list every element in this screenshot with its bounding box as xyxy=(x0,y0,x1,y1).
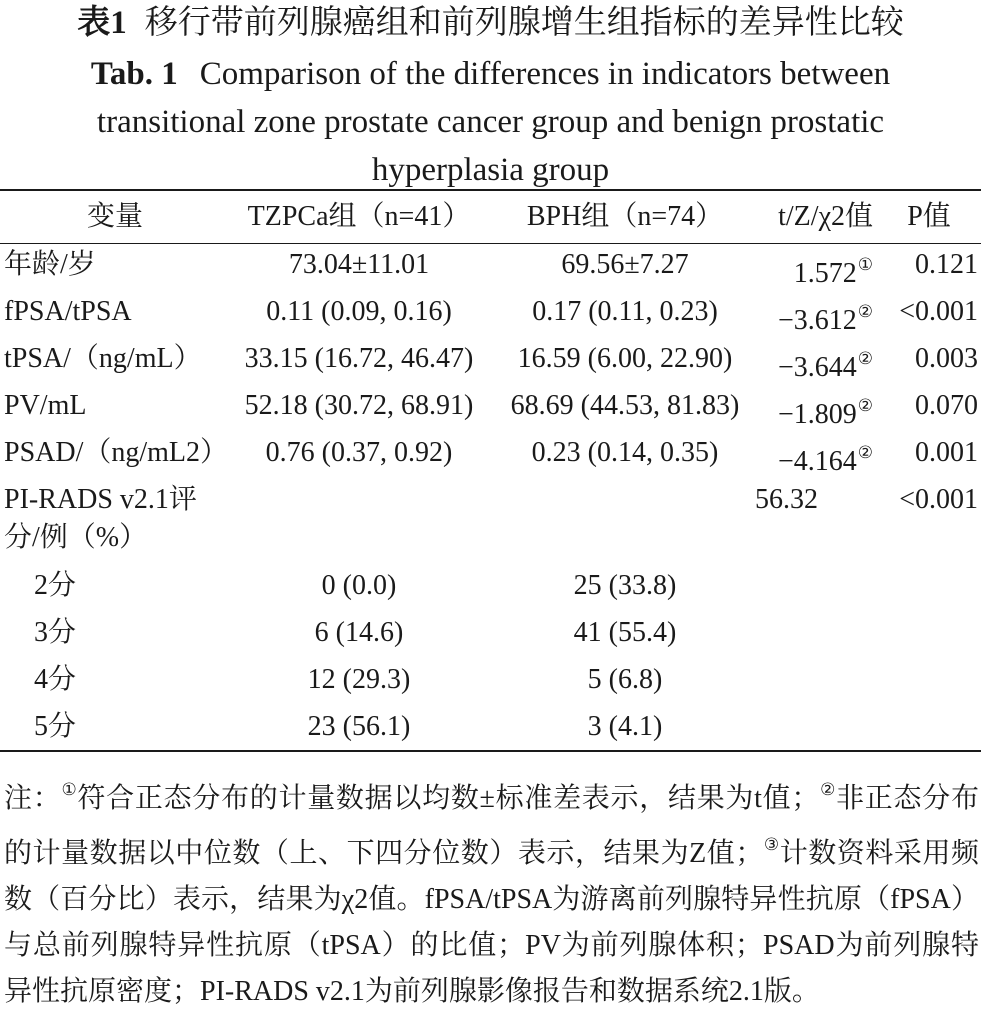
row-score2-bph: 25 (33.8) xyxy=(573,570,677,601)
row-score3-bph: 41 (55.4) xyxy=(573,617,677,648)
row-score4-bph: 5 (6.8) xyxy=(587,664,663,695)
row-tpsa-bph: 16.59 (6.00, 22.90) xyxy=(517,343,733,374)
row-fpsa-ratio-stat xyxy=(755,292,873,341)
row-psad-variable: PSAD/（ng/mL2） xyxy=(4,437,229,468)
table-title-cn xyxy=(0,2,981,44)
row-fpsa-ratio-stat-value: −3.612 xyxy=(777,305,857,336)
row-pv-stat-marker: ② xyxy=(857,396,873,415)
table-caption-cn: 移行带前列腺癌组和前列腺增生组指标的差异性比较 xyxy=(144,5,904,41)
row-score4-tzpca: 12 (29.3) xyxy=(307,664,411,695)
header-stat: t/Z/χ2值 xyxy=(778,201,873,232)
row-tpsa-tzpca: 33.15 (16.72, 46.47) xyxy=(244,343,474,374)
header-variable: 变量 xyxy=(86,201,143,232)
row-fpsa-ratio-stat-marker: ② xyxy=(857,302,873,321)
header-tzpca: TZPCa组（n=41） xyxy=(247,201,471,232)
row-age-stat xyxy=(755,245,873,294)
row-psad-stat xyxy=(755,433,873,482)
row-fpsa-ratio-variable: fPSA/tPSA xyxy=(4,296,132,327)
row-psad-p: 0.001 xyxy=(915,437,978,468)
row-fpsa-ratio-bph: 0.17 (0.11, 0.23) xyxy=(532,296,718,327)
row-tpsa-stat xyxy=(755,339,873,388)
row-score3-variable: 3分 xyxy=(34,617,77,648)
row-fpsa-ratio-tzpca: 0.11 (0.09, 0.16) xyxy=(266,296,452,327)
row-tpsa-variable: tPSA/（ng/mL） xyxy=(4,343,202,374)
row-pirads-variable-line2: 分/例（%） xyxy=(4,522,148,553)
notes-marker-1: ① xyxy=(61,780,78,799)
header-p: P值 xyxy=(907,201,951,232)
row-age-stat-value: 1.572 xyxy=(793,258,857,289)
row-score2-tzpca: 0 (0.0) xyxy=(321,570,397,601)
row-psad-stat-marker: ② xyxy=(857,443,873,462)
row-fpsa-ratio-p: <0.001 xyxy=(899,296,978,327)
row-pirads-p: <0.001 xyxy=(899,484,978,515)
notes-marker-3: ③ xyxy=(763,835,780,854)
notes-prefix: 注： xyxy=(4,783,62,814)
row-psad-bph: 0.23 (0.14, 0.35) xyxy=(531,437,719,468)
row-pv-stat xyxy=(755,386,873,435)
row-score2-variable: 2分 xyxy=(34,570,77,601)
row-age-bph: 69.56±7.27 xyxy=(561,249,689,280)
row-score5-bph: 3 (4.1) xyxy=(587,711,663,742)
row-age-stat-marker: ① xyxy=(857,255,873,274)
table-caption-en: Comparison of the differences in indicators between transitional zone prostate cancer group and benign prostatic hyperplasia group xyxy=(96,56,891,188)
notes-text-2: 非正态分布的计量数据以中位数（上、下四分位数）表示，结果为Z值； xyxy=(4,783,979,869)
notes-text-3: 计数资料采用频数（百分比）表示，结果为χ2值。fPSA/tPSA为游离前列腺特异性抗原（fPSA）与总前列腺特异性抗原（tPSA）的比值；PV为前列腺体积；PSAD为前列腺特异性抗原密度；PI-RADS v2.1为前列腺影像报告和数据系统2.1版。 xyxy=(4,838,979,1007)
row-pv-bph: 68.69 (44.53, 81.83) xyxy=(510,390,740,421)
row-psad-stat-value: −4.164 xyxy=(777,446,857,477)
table-top-rule xyxy=(0,189,981,191)
row-age-variable: 年龄/岁 xyxy=(4,249,96,280)
row-pirads-variable-line1: PI-RADS v2.1评 xyxy=(4,484,197,515)
row-age-p: 0.121 xyxy=(915,249,978,280)
row-tpsa-stat-value: −3.644 xyxy=(777,352,857,383)
row-age-tzpca: 73.04±11.01 xyxy=(288,249,430,280)
row-pv-tzpca: 52.18 (30.72, 68.91) xyxy=(244,390,474,421)
notes-text-1: 符合正态分布的计量数据以均数±标准差表示，结果为t值； xyxy=(77,783,820,814)
notes-marker-2: ② xyxy=(819,780,837,799)
table-bottom-rule xyxy=(0,750,981,752)
table-header-rule xyxy=(0,243,981,244)
row-score4-variable: 4分 xyxy=(34,664,77,695)
row-score3-tzpca: 6 (14.6) xyxy=(314,617,404,648)
row-pv-p: 0.070 xyxy=(915,390,978,421)
row-pv-stat-value: −1.809 xyxy=(777,399,857,430)
row-psad-tzpca: 0.76 (0.37, 0.92) xyxy=(265,437,453,468)
table-title-en xyxy=(20,50,961,194)
table-notes xyxy=(4,767,979,1015)
row-score5-tzpca: 23 (56.1) xyxy=(307,711,411,742)
row-pv-variable: PV/mL xyxy=(4,390,87,421)
table-label-en: Tab. 1 xyxy=(90,56,178,92)
header-bph: BPH组（n=74） xyxy=(526,201,724,232)
row-pirads-stat: 56.32 xyxy=(755,484,818,515)
row-tpsa-p: 0.003 xyxy=(915,343,978,374)
row-tpsa-stat-marker: ② xyxy=(857,349,873,368)
row-score5-variable: 5分 xyxy=(34,711,77,742)
table-label-cn: 表1 xyxy=(77,5,127,41)
